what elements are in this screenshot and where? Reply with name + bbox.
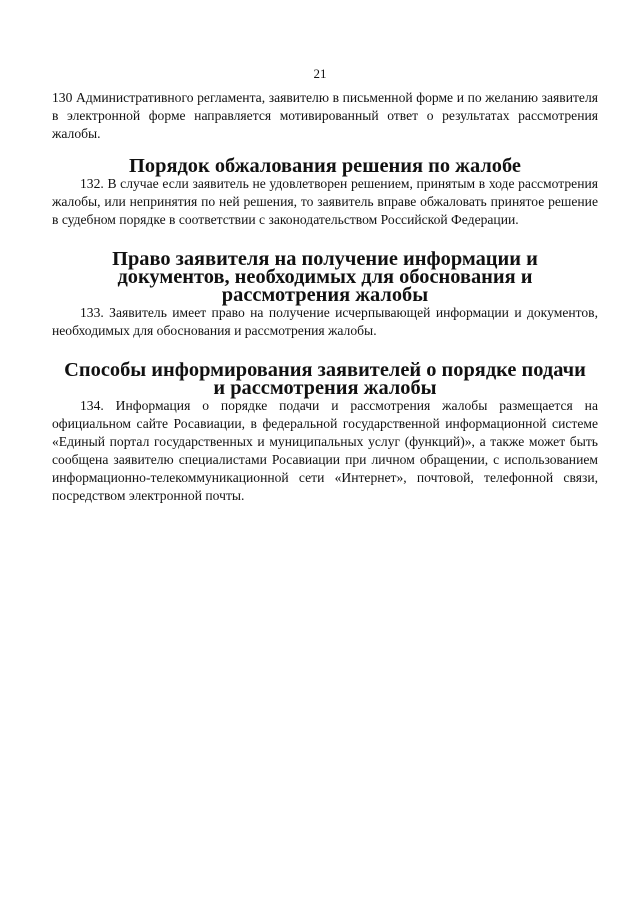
paragraph-133: 133. Заявитель имеет право на получение исчерпывающей информации и документов, необходимых для обоснования и рассмотрения жалобы. <box>52 305 598 338</box>
page-content <box>52 89 598 505</box>
page-number: 21 <box>313 66 327 81</box>
paragraph-130-continuation: 130 Административного регламента, заявителю в письменной форме и по желанию заявителя в электронной форме направляется мотивированный ответ о результатах рассмотрения жалобы. <box>52 90 598 141</box>
heading-informing-methods: Способы информирования заявителей о порядке подачи и рассмотрения жалобы <box>64 359 586 399</box>
paragraph-132: 132. В случае если заявитель не удовлетворен решением, принятым в ходе рассмотрения жалобы, или непринятия по ней решения, то заявитель вправе обжаловать принятое решение в судебном порядке в соответствии с законодательством Российской Федерации. <box>52 176 598 227</box>
heading-appeal-procedure: Порядок обжалования решения по жалобе <box>129 155 521 177</box>
paragraph-134: 134. Информация о порядке подачи и рассмотрения жалобы размещается на официальном сайте Росавиации, в федеральной государственной информационной системе «Единый портал государственных и муниципальных услуг (функций)», а также может быть сообщена заявителю специалистами Росавиации при личном обращении, с использованием информационно-телекоммуникационной сети «Интернет», почтовой, телефонной связи, посредством электронной почты. <box>52 398 598 503</box>
heading-right-to-information: Право заявителя на получение информации и документов, необходимых для обоснования и рассмотрения жалобы <box>112 248 538 306</box>
